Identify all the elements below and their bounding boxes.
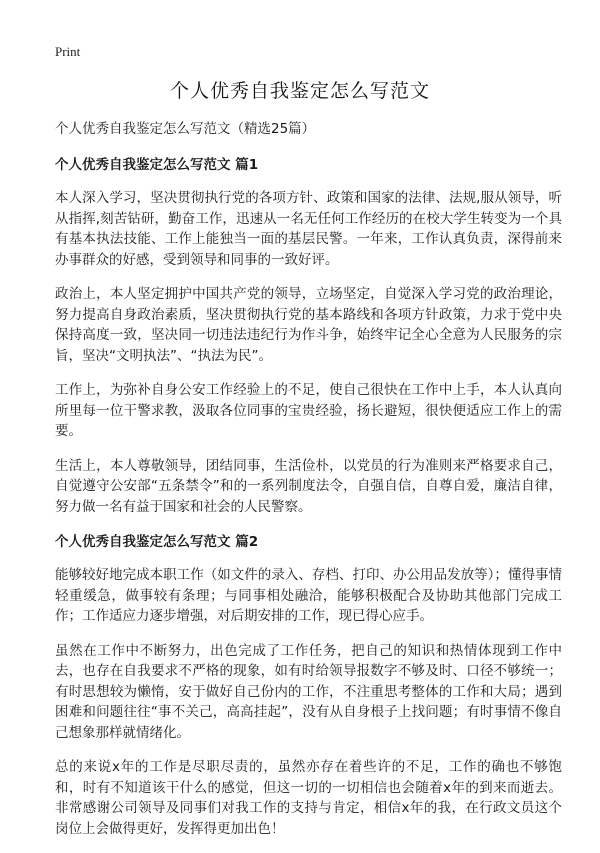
- print-link[interactable]: Print: [55, 44, 81, 59]
- page-title: 个人优秀自我鉴定怎么写范文: [169, 80, 430, 102]
- section-1-paragraph-2: 政治上，本人坚定拥护中国共产党的领导，立场坚定，自觉深入学习党的政治理论，努力提高自身政治素质，坚决贯彻执行党的基本路线和各项方针政策，力求于党中央保持高度一致，坚决同一切违法违纪行为作斗争，始终牢记全心全意为人民服务的宗旨，坚决“文明执法”、“执法为民”。: [55, 286, 562, 364]
- section-1-paragraph-3: 工作上，为弥补自身公安工作经验上的不足，使自己很快在工作中上手，本人认真向所里每一位干警求教，汲取各位同事的宝贵经验，扬长避短，很快便适应工作上的需要。: [55, 382, 562, 439]
- section-1-paragraph-1: 本人深入学习，坚决贯彻执行党的各项方针、政策和国家的法律、法规,服从领导，听从指挥,刻苦钻研，勤奋工作，迅速从一名无任何工作经历的在校大学生转变为一个具有基本执法技能、工作上能独当一面的基层民警。一年来，工作认真负责，深得前来办事群众的好感，受到领导和同事的一致好评。: [55, 190, 562, 268]
- section-2-paragraph-2: 虽然在工作中不断努力，出色完成了工作任务，把自己的知识和热情体现到工作中去，也存在自我要求不严格的现象，如有时给领导报数字不够及时、口径不够统一；有时思想较为懒惰，安于做好自己份内的工作，不注重思考整体的工作和大局；遇到困难和问题往往“事不关己，高高挂起”，没有从自身根子上找问题；有时事情不像自己想象那样就情绪化。: [55, 642, 562, 741]
- section-heading-2: 个人优秀自我鉴定怎么写范文 篇2: [55, 534, 259, 550]
- document-body: [55, 118, 562, 853]
- section-1-paragraph-4: 生活上，本人尊敬领导，团结同事，生活俭朴，以党员的行为准则来严格要求自己，自觉遵守公安部“五条禁令”和的一系列制度法令，自强自信，自尊自爱，廉洁自律，努力做一名有益于国家和社会的人民警察。: [55, 457, 562, 515]
- section-heading-1: 个人优秀自我鉴定怎么写范文 篇1: [55, 157, 259, 173]
- section-2-paragraph-1: 能够较好地完成本职工作（如文件的录入、存档、打印、办公用品发放等）；懂得事情轻重缓急，做事较有条理；与同事相处融洽，能够积极配合及协助其他部门完成工作；工作适应力逐步增强，对后期安排的工作，现已得心应手。: [55, 567, 562, 624]
- section-2-paragraph-3: 总的来说x年的工作是尽职尽责的，虽然亦存在着些许的不足，工作的确也不够饱和，时有不知道该干什么的感觉，但这一切的一切相信也会随着x年的到来而逝去。非常感谢公司领导及同事们对我工作的支持与肯定，相信x年的我，在行政文员这个岗位上会做得更好，发挥得更加出色！: [55, 759, 562, 837]
- document-subtitle: 个人优秀自我鉴定怎么写范文（精选25篇）: [55, 121, 316, 137]
